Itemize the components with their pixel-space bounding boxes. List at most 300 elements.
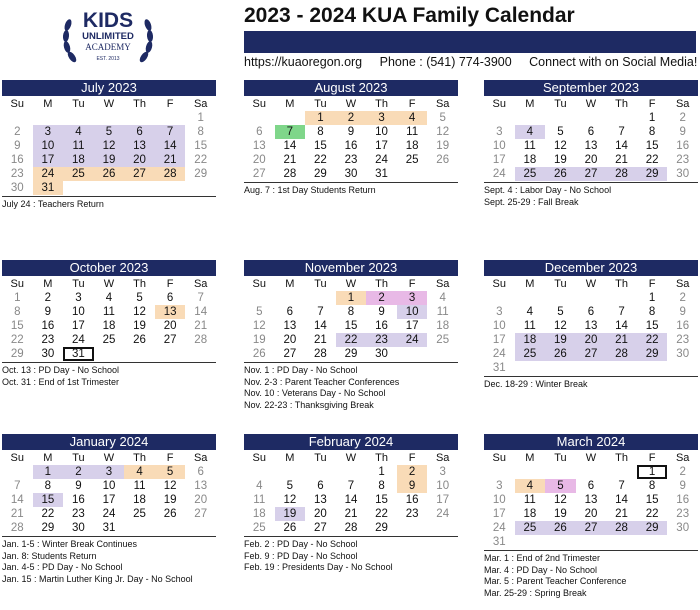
empty-cell	[275, 465, 306, 479]
note-item: Jan. 1-5 : Winter Break Continues	[2, 539, 138, 549]
day-cell: 17	[72, 320, 85, 332]
day-cell: 13	[124, 139, 155, 153]
weekday-label: Sa	[435, 278, 450, 290]
day-cell: 11	[103, 306, 115, 318]
empty-cell	[155, 111, 186, 125]
month-notes	[244, 185, 458, 197]
weekday-label: Tu	[72, 452, 85, 464]
weekday-label: Su	[10, 98, 25, 110]
day-cell: 4	[397, 111, 428, 125]
day-cell: 30	[72, 522, 85, 534]
day-cell: 19	[275, 507, 306, 521]
day-cell: 19	[554, 508, 567, 520]
day-cell: 14	[615, 140, 628, 152]
svg-text:ACADEMY: ACADEMY	[85, 42, 131, 52]
weekday-label: Sa	[435, 98, 450, 110]
day-cell: 16	[344, 140, 358, 152]
day-cell: 12	[252, 320, 266, 332]
empty-cell	[545, 291, 576, 305]
empty-cell	[515, 111, 546, 125]
day-cell: 31	[102, 522, 116, 534]
month-header: March 2024	[484, 434, 698, 450]
day-cell: 1	[336, 291, 367, 305]
day-cell: 13	[584, 140, 598, 152]
weekday-label: Th	[615, 452, 628, 464]
empty-cell	[2, 465, 33, 479]
day-cell: 17	[436, 494, 450, 506]
day-cell: 15	[375, 494, 388, 506]
day-cell: 8	[14, 306, 21, 318]
title-bar	[244, 31, 696, 53]
note-item: Jan. 8: Students Return	[2, 550, 97, 561]
weekday-label: W	[345, 452, 357, 464]
empty-cell	[33, 111, 64, 125]
weekday-label: Th	[615, 98, 628, 110]
divider	[2, 536, 216, 537]
day-cell: 14	[314, 320, 327, 332]
day-cell: 18	[523, 154, 537, 166]
day-cell: 21	[10, 508, 24, 520]
day-cell: 14	[615, 494, 628, 506]
day-cell: 29	[314, 168, 327, 180]
day-cell: 20	[283, 334, 297, 346]
weekday-label: M	[525, 452, 535, 464]
month-august-2023	[244, 80, 458, 197]
weekday-label: Sa	[435, 452, 450, 464]
day-cell: 28	[606, 347, 637, 361]
day-cell: 13	[252, 140, 266, 152]
page-title: 2023 - 2024 KUA Family Calendar	[244, 4, 575, 27]
note-item: Nov. 22-23 : Thanksgiving Break	[244, 399, 374, 410]
month-header: August 2023	[244, 80, 458, 96]
month-september-2023	[484, 80, 698, 208]
day-cell: 31	[33, 181, 64, 195]
day-cell: 27	[194, 508, 208, 520]
weekday-label: Tu	[72, 278, 85, 290]
divider	[484, 550, 698, 551]
day-cell: 26	[252, 348, 266, 360]
day-cell: 10	[102, 480, 116, 492]
day-cell: 29	[375, 522, 388, 534]
day-cell: 2	[397, 465, 428, 479]
day-cell: 15	[645, 140, 659, 152]
day-cell: 13	[194, 480, 208, 492]
weekday-label: W	[345, 278, 357, 290]
day-cell: 14	[10, 494, 24, 506]
day-cell: 30	[10, 182, 24, 194]
divider	[2, 196, 216, 197]
day-cell: 14	[283, 140, 297, 152]
day-cell: 12	[163, 480, 177, 492]
day-cell: 26	[545, 167, 576, 181]
day-cell: 28	[606, 521, 637, 535]
day-cell: 6	[286, 306, 294, 318]
day-cell: 8	[378, 480, 385, 492]
weekday-label: F	[408, 278, 416, 290]
day-cell: 29	[41, 522, 55, 534]
day-cell: 15	[194, 140, 208, 152]
day-cell: 19	[554, 154, 567, 166]
empty-cell	[124, 111, 155, 125]
day-cell: 2	[14, 126, 21, 138]
month-notes	[2, 365, 216, 388]
weekday-label: F	[408, 452, 416, 464]
day-cell: 11	[133, 480, 146, 492]
day-cell: 10	[492, 494, 506, 506]
month-october-2023	[2, 260, 216, 388]
day-cell: 10	[436, 480, 450, 492]
weekday-label: M	[285, 278, 295, 290]
empty-cell	[576, 111, 607, 125]
day-cell: 29	[344, 348, 358, 360]
note-item: Feb. 19 : Presidents Day - No School	[244, 562, 393, 572]
weekday-label: Th	[133, 452, 146, 464]
weekday-label: F	[408, 98, 416, 110]
day-cell: 3	[397, 291, 428, 305]
day-cell: 8	[197, 126, 204, 138]
day-cell: 30	[344, 168, 358, 180]
note-item: Sept. 25-29 : Fall Break	[484, 196, 579, 207]
divider	[2, 362, 216, 363]
note-item: Mar. 1 : End of 2nd Trimester	[484, 553, 601, 563]
empty-cell	[515, 291, 546, 305]
social-text: Connect with on Social Media!	[529, 55, 698, 69]
day-cell: 13	[155, 305, 186, 319]
month-notes	[484, 185, 698, 208]
day-cell: 25	[133, 508, 146, 520]
day-cell: 25	[515, 167, 546, 181]
month-notes	[2, 199, 216, 211]
empty-cell	[244, 111, 275, 125]
day-cell: 26	[283, 522, 297, 534]
day-cell: 2	[679, 466, 686, 478]
month-notes	[244, 365, 458, 411]
day-cell: 7	[618, 306, 625, 318]
day-cell: 24	[33, 167, 64, 181]
day-cell: 29	[637, 167, 668, 181]
day-cell: 22	[194, 154, 208, 166]
weekday-label: Tu	[314, 98, 327, 110]
day-cell: 19	[94, 153, 125, 167]
weekday-label: W	[585, 452, 597, 464]
day-cell: 25	[102, 334, 116, 346]
day-cell: 17	[405, 320, 419, 332]
divider	[484, 376, 698, 377]
day-cell: 20	[584, 154, 598, 166]
weekday-label: Tu	[314, 278, 327, 290]
day-cell: 12	[436, 126, 450, 138]
day-cell: 19	[436, 140, 450, 152]
month-header: November 2023	[244, 260, 458, 276]
weekday-label: M	[43, 278, 53, 290]
weekday-label: Th	[375, 98, 388, 110]
day-cell: 16	[375, 320, 388, 332]
day-cell: 26	[94, 167, 125, 181]
day-cell: 24	[72, 334, 85, 346]
day-cell: 27	[576, 167, 607, 181]
day-cell: 8	[648, 306, 656, 318]
empty-cell	[606, 111, 637, 125]
day-cell: 5	[94, 125, 125, 139]
day-cell: 19	[545, 333, 576, 347]
day-cell: 5	[557, 306, 564, 318]
day-cell: 4	[515, 479, 546, 493]
day-cell: 26	[545, 521, 576, 535]
weekday-label: Sa	[675, 98, 690, 110]
day-cell: 22	[336, 333, 367, 347]
weekday-label: M	[285, 98, 295, 110]
day-cell: 2	[44, 292, 52, 304]
note-item: Mar. 25-29 : Spring Break	[484, 587, 587, 598]
day-cell: 27	[314, 522, 327, 534]
month-november-2023	[244, 260, 458, 411]
day-cell: 9	[347, 126, 355, 138]
month-february-2024	[244, 434, 458, 574]
svg-text:EST. 2013: EST. 2013	[96, 56, 120, 62]
day-cell: 25	[405, 154, 419, 166]
day-cell: 21	[155, 153, 186, 167]
day-cell: 10	[72, 306, 85, 318]
day-cell: 13	[314, 494, 327, 506]
day-cell: 22	[10, 334, 24, 346]
day-cell: 23	[676, 154, 690, 166]
day-cell: 17	[492, 154, 506, 166]
weekday-label: Th	[133, 278, 146, 290]
day-cell: 23	[344, 154, 358, 166]
month-header: January 2024	[2, 434, 216, 450]
day-cell: 10	[33, 139, 64, 153]
day-cell: 20	[124, 153, 155, 167]
day-cell: 29	[637, 347, 668, 361]
day-cell: 14	[615, 320, 628, 332]
day-cell: 30	[676, 348, 690, 360]
weekday-label: Tu	[72, 98, 85, 110]
weekday-label: W	[103, 98, 115, 110]
day-cell: 3	[366, 111, 397, 125]
weekday-label: W	[103, 452, 115, 464]
month-header: October 2023	[2, 260, 216, 276]
day-cell: 12	[554, 320, 567, 332]
day-cell: 24	[492, 348, 506, 360]
day-cell: 20	[576, 333, 607, 347]
day-cell: 20	[252, 154, 266, 166]
day-cell: 26	[436, 154, 450, 166]
weekday-label: W	[345, 98, 357, 110]
svg-text:KIDS: KIDS	[82, 9, 134, 32]
day-cell: 9	[75, 480, 82, 492]
day-cell: 22	[41, 508, 55, 520]
day-cell: 9	[679, 480, 686, 492]
weekday-label: Su	[252, 278, 267, 290]
day-cell: 9	[679, 306, 686, 318]
day-cell: 21	[194, 320, 208, 332]
empty-cell	[606, 291, 637, 305]
day-cell: 18	[405, 140, 419, 152]
weekday-label: W	[103, 278, 115, 290]
day-cell: 6	[317, 480, 324, 492]
weekday-label: Su	[492, 98, 507, 110]
day-cell: 12	[133, 306, 146, 318]
divider	[244, 362, 458, 363]
day-cell: 21	[283, 154, 297, 166]
day-cell: 7	[14, 480, 21, 492]
day-cell: 8	[317, 126, 324, 138]
weekday-label: M	[43, 452, 53, 464]
day-cell: 11	[253, 494, 266, 506]
weekday-label: Th	[375, 452, 388, 464]
empty-cell	[94, 111, 125, 125]
empty-cell	[515, 465, 546, 479]
day-cell: 5	[557, 126, 564, 138]
weekday-label: Su	[492, 452, 507, 464]
day-cell: 9	[378, 306, 385, 318]
day-cell: 18	[436, 320, 450, 332]
empty-cell	[606, 465, 637, 479]
day-cell: 26	[133, 334, 146, 346]
empty-cell	[484, 291, 515, 305]
weekday-label: M	[525, 98, 535, 110]
day-cell: 19	[252, 334, 266, 346]
month-header: July 2023	[2, 80, 216, 96]
weekday-label: Th	[375, 278, 388, 290]
day-cell: 28	[344, 522, 358, 534]
day-cell: 31	[492, 536, 506, 548]
day-cell: 28	[606, 167, 637, 181]
day-cell: 6	[166, 292, 174, 304]
day-cell: 2	[63, 465, 94, 479]
day-cell: 11	[523, 140, 536, 152]
month-notes	[2, 539, 216, 585]
day-cell: 17	[102, 494, 116, 506]
day-cell: 18	[515, 333, 546, 347]
empty-cell	[244, 291, 275, 305]
day-cell: 28	[314, 348, 327, 360]
day-cell: 28	[194, 334, 208, 346]
day-cell: 27	[124, 167, 155, 181]
day-cell: 16	[41, 320, 55, 332]
day-cell: 2	[679, 292, 686, 304]
day-cell: 4	[256, 480, 263, 492]
day-cell: 5	[286, 480, 294, 492]
month-notes	[484, 379, 698, 391]
note-item: Feb. 9 : PD Day - No School	[244, 550, 358, 561]
empty-cell	[336, 465, 367, 479]
weekday-label: Tu	[554, 452, 567, 464]
day-cell: 9	[44, 306, 52, 318]
day-cell: 21	[606, 333, 637, 347]
day-cell: 28	[283, 168, 297, 180]
weekday-label: Su	[492, 278, 507, 290]
day-cell: 23	[41, 334, 55, 346]
weekday-label: Tu	[554, 278, 567, 290]
empty-cell	[305, 465, 336, 479]
note-item: Feb. 2 : PD Day - No School	[244, 539, 358, 549]
weekday-label: Tu	[314, 452, 327, 464]
day-cell: 5	[155, 465, 186, 479]
empty-cell	[63, 111, 94, 125]
day-cell: 3	[496, 126, 503, 138]
day-cell: 30	[41, 348, 55, 360]
day-cell: 12	[554, 494, 567, 506]
note-item: Sept. 4 : Labor Day - No School	[484, 185, 612, 195]
day-cell: 31	[63, 347, 94, 361]
day-cell: 5	[439, 112, 446, 124]
day-cell: 6	[587, 480, 595, 492]
day-cell: 22	[314, 154, 327, 166]
month-header: September 2023	[484, 80, 698, 96]
day-cell: 17	[33, 153, 64, 167]
day-cell: 20	[194, 494, 208, 506]
day-cell: 16	[405, 494, 419, 506]
day-cell: 26	[545, 347, 576, 361]
day-cell: 21	[314, 334, 327, 346]
empty-cell	[275, 291, 306, 305]
day-cell: 1	[14, 292, 21, 304]
day-cell: 23	[676, 508, 690, 520]
day-cell: 4	[526, 306, 534, 318]
contact-line	[244, 55, 700, 69]
note-item: Nov. 2-3 : Parent Teacher Conferences	[244, 376, 400, 387]
weekday-label: M	[285, 452, 295, 464]
day-cell: 25	[252, 522, 266, 534]
divider	[244, 536, 458, 537]
day-cell: 28	[10, 522, 24, 534]
day-cell: 1	[648, 112, 656, 124]
empty-cell	[484, 465, 515, 479]
day-cell: 14	[344, 494, 358, 506]
day-cell: 7	[317, 306, 324, 318]
kua-logo	[60, 5, 156, 75]
day-cell: 27	[252, 168, 266, 180]
day-cell: 12	[94, 139, 125, 153]
day-cell: 8	[648, 126, 656, 138]
day-cell: 24	[436, 508, 450, 520]
empty-cell	[576, 291, 607, 305]
day-cell: 30	[676, 168, 690, 180]
day-cell: 7	[275, 125, 306, 139]
website-link[interactable]: https://kuaoregon.org	[244, 55, 363, 69]
day-cell: 12	[554, 140, 567, 152]
month-july-2023	[2, 80, 216, 211]
day-cell: 19	[163, 494, 177, 506]
day-cell: 13	[584, 494, 598, 506]
day-cell: 8	[347, 306, 355, 318]
day-cell: 8	[44, 480, 52, 492]
day-cell: 30	[676, 522, 690, 534]
day-cell: 23	[676, 334, 690, 346]
day-cell: 25	[436, 334, 450, 346]
weekday-label: W	[585, 278, 597, 290]
day-cell: 11	[436, 306, 449, 318]
note-item: Jan. 15 : Martin Luther King Jr. Day - No School	[2, 573, 193, 584]
day-cell: 6	[256, 126, 263, 138]
day-cell: 1	[378, 466, 385, 478]
day-cell: 15	[344, 320, 358, 332]
day-cell: 5	[256, 306, 263, 318]
empty-cell	[275, 111, 306, 125]
day-cell: 18	[523, 508, 537, 520]
day-cell: 23	[405, 508, 419, 520]
day-cell: 23	[10, 168, 24, 180]
day-cell: 31	[375, 168, 388, 180]
weekday-label: Th	[133, 98, 146, 110]
phone-number: Phone : (541) 774-3900	[379, 55, 512, 69]
day-cell: 6	[197, 466, 204, 478]
day-cell: 5	[545, 479, 576, 493]
day-cell: 5	[136, 292, 143, 304]
day-cell: 15	[314, 140, 327, 152]
note-item: Mar. 5 : Parent Teacher Conference	[484, 576, 627, 586]
